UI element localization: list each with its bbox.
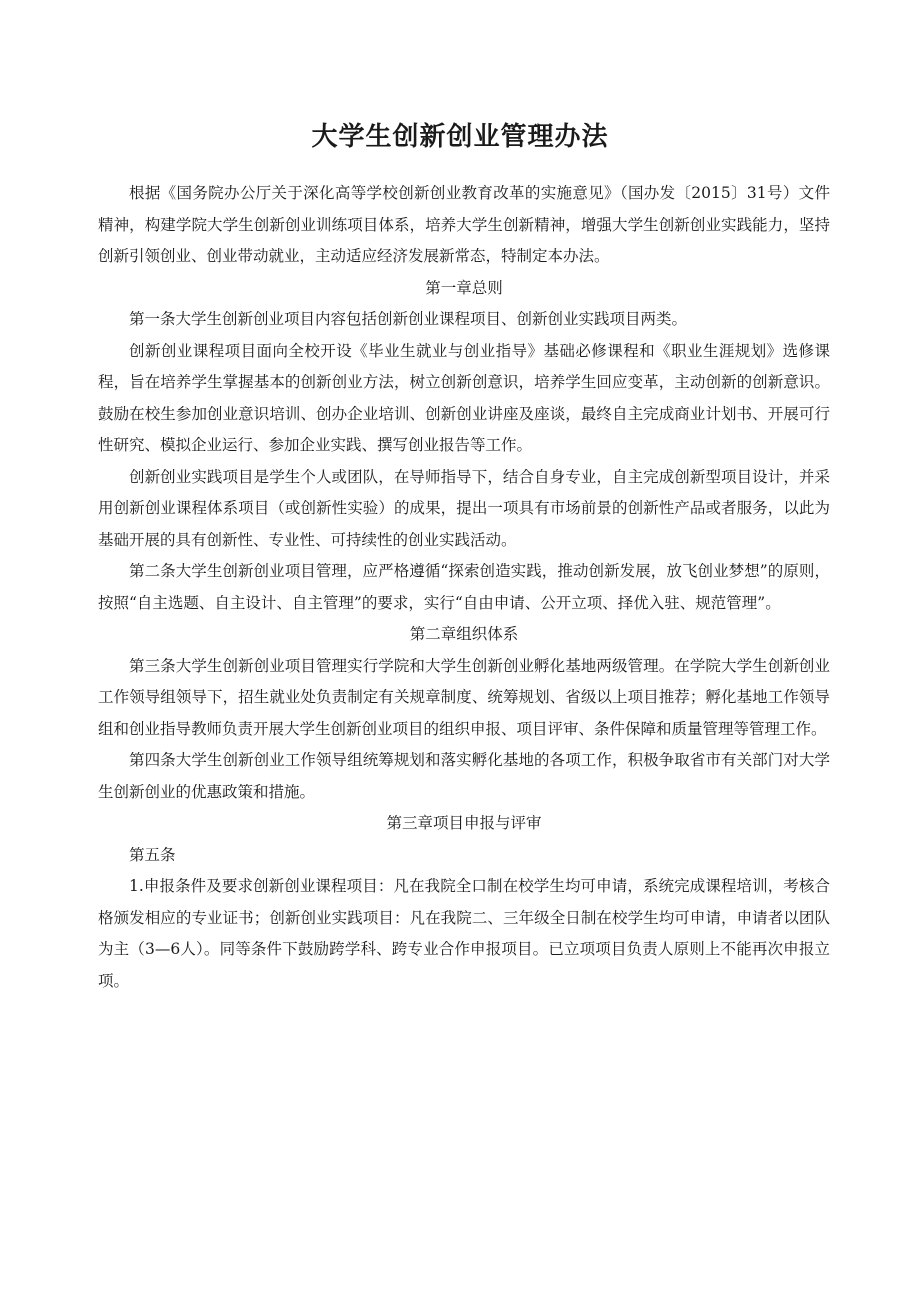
practice-project-paragraph: 创新创业实践项目是学生个人或团队，在导师指导下，结合自身专业，自主完成创新型项目设计，并采用创新创业课程体系项目（或创新性实验）的成果，提出一项具有市场前景的创新性产品或者服务，以此为基础开展的具有创新性、专业性、可持续性的创业实践活动。 [98, 467, 830, 549]
article-1-paragraph: 第一条大学生创新创业项目内容包括创新创业课程项目、创新创业实践项目两类。 [129, 310, 688, 328]
document-body [98, 178, 830, 997]
article-5-item-1-paragraph: 1.申报条件及要求创新创业课程项目：凡在我院全口制在校学生均可申请，系统完成课程培训，考核合格颁发相应的专业证书；创新创业实践项目：凡在我院二、三年级全日制在校学生均可申请，申请者以团队为主（3—6人）。同等条件下鼓励跨学科、跨专业合作申报项目。已立项项目负责人原则上不能再次申报立项。 [98, 877, 830, 990]
article-5-heading: 第五条 [129, 845, 176, 864]
chapter-heading-3: 第三章项目申报与评审 [386, 814, 542, 832]
intro-paragraph: 根据《国务院办公厅关于深化高等学校创新创业教育改革的实施意见》（国办发〔2015〕31号）文件精神，构建学院大学生创新创业训练项目体系，培养大学生创新精神，增强大学生创新创业实践能力，坚持创新引领创业、创业带动就业，主动适应经济发展新常态，特制定本办法。 [98, 184, 830, 265]
chapter-heading-2: 第二章组织体系 [409, 625, 519, 643]
article-3-paragraph: 第三条大学生创新创业项目管理实行学院和大学生创新创业孵化基地两级管理。在学院大学生创新创业工作领导组领导下，招生就业处负责制定有关规章制度、统筹规划、省级以上项目推荐；孵化基地工作领导组和创业指导教师负责开展大学生创新创业项目的组织申报、项目评审、条件保障和质量管理等管理工作。 [98, 656, 830, 738]
course-project-paragraph: 创新创业课程项目面向全校开设《毕业生就业与创业指导》基础必修课程和《职业生涯规划》选修课程，旨在培养学生掌握基本的创新创业方法，树立创新创意识，培养学生回应变革，主动创新的创新意识。鼓励在校生参加创业意识培训、创办企业培训、创新创业讲座及座谈，最终自主完成商业计划书、开展可行性研究、模拟企业运行、参加企业实践、撰写创业报告等工作。 [98, 341, 830, 454]
article-4-paragraph: 第四条大学生创新创业工作领导组统筹规划和落实孵化基地的各项工作，积极争取省市有关部门对大学生创新创业的优惠政策和措施。 [98, 751, 830, 801]
document-title: 大学生创新创业管理办法 [311, 122, 609, 153]
chapter-heading-1: 第一章总则 [425, 278, 503, 297]
article-2-paragraph: 第二条大学生创新创业项目管理，应严格遵循“探索创造实践，推动创新发展，放飞创业梦想”的原则，按照“自主选题、自主设计、自主管理”的要求，实行“自由申请、公开立项、择优入驻、规范管理”。 [98, 562, 830, 612]
